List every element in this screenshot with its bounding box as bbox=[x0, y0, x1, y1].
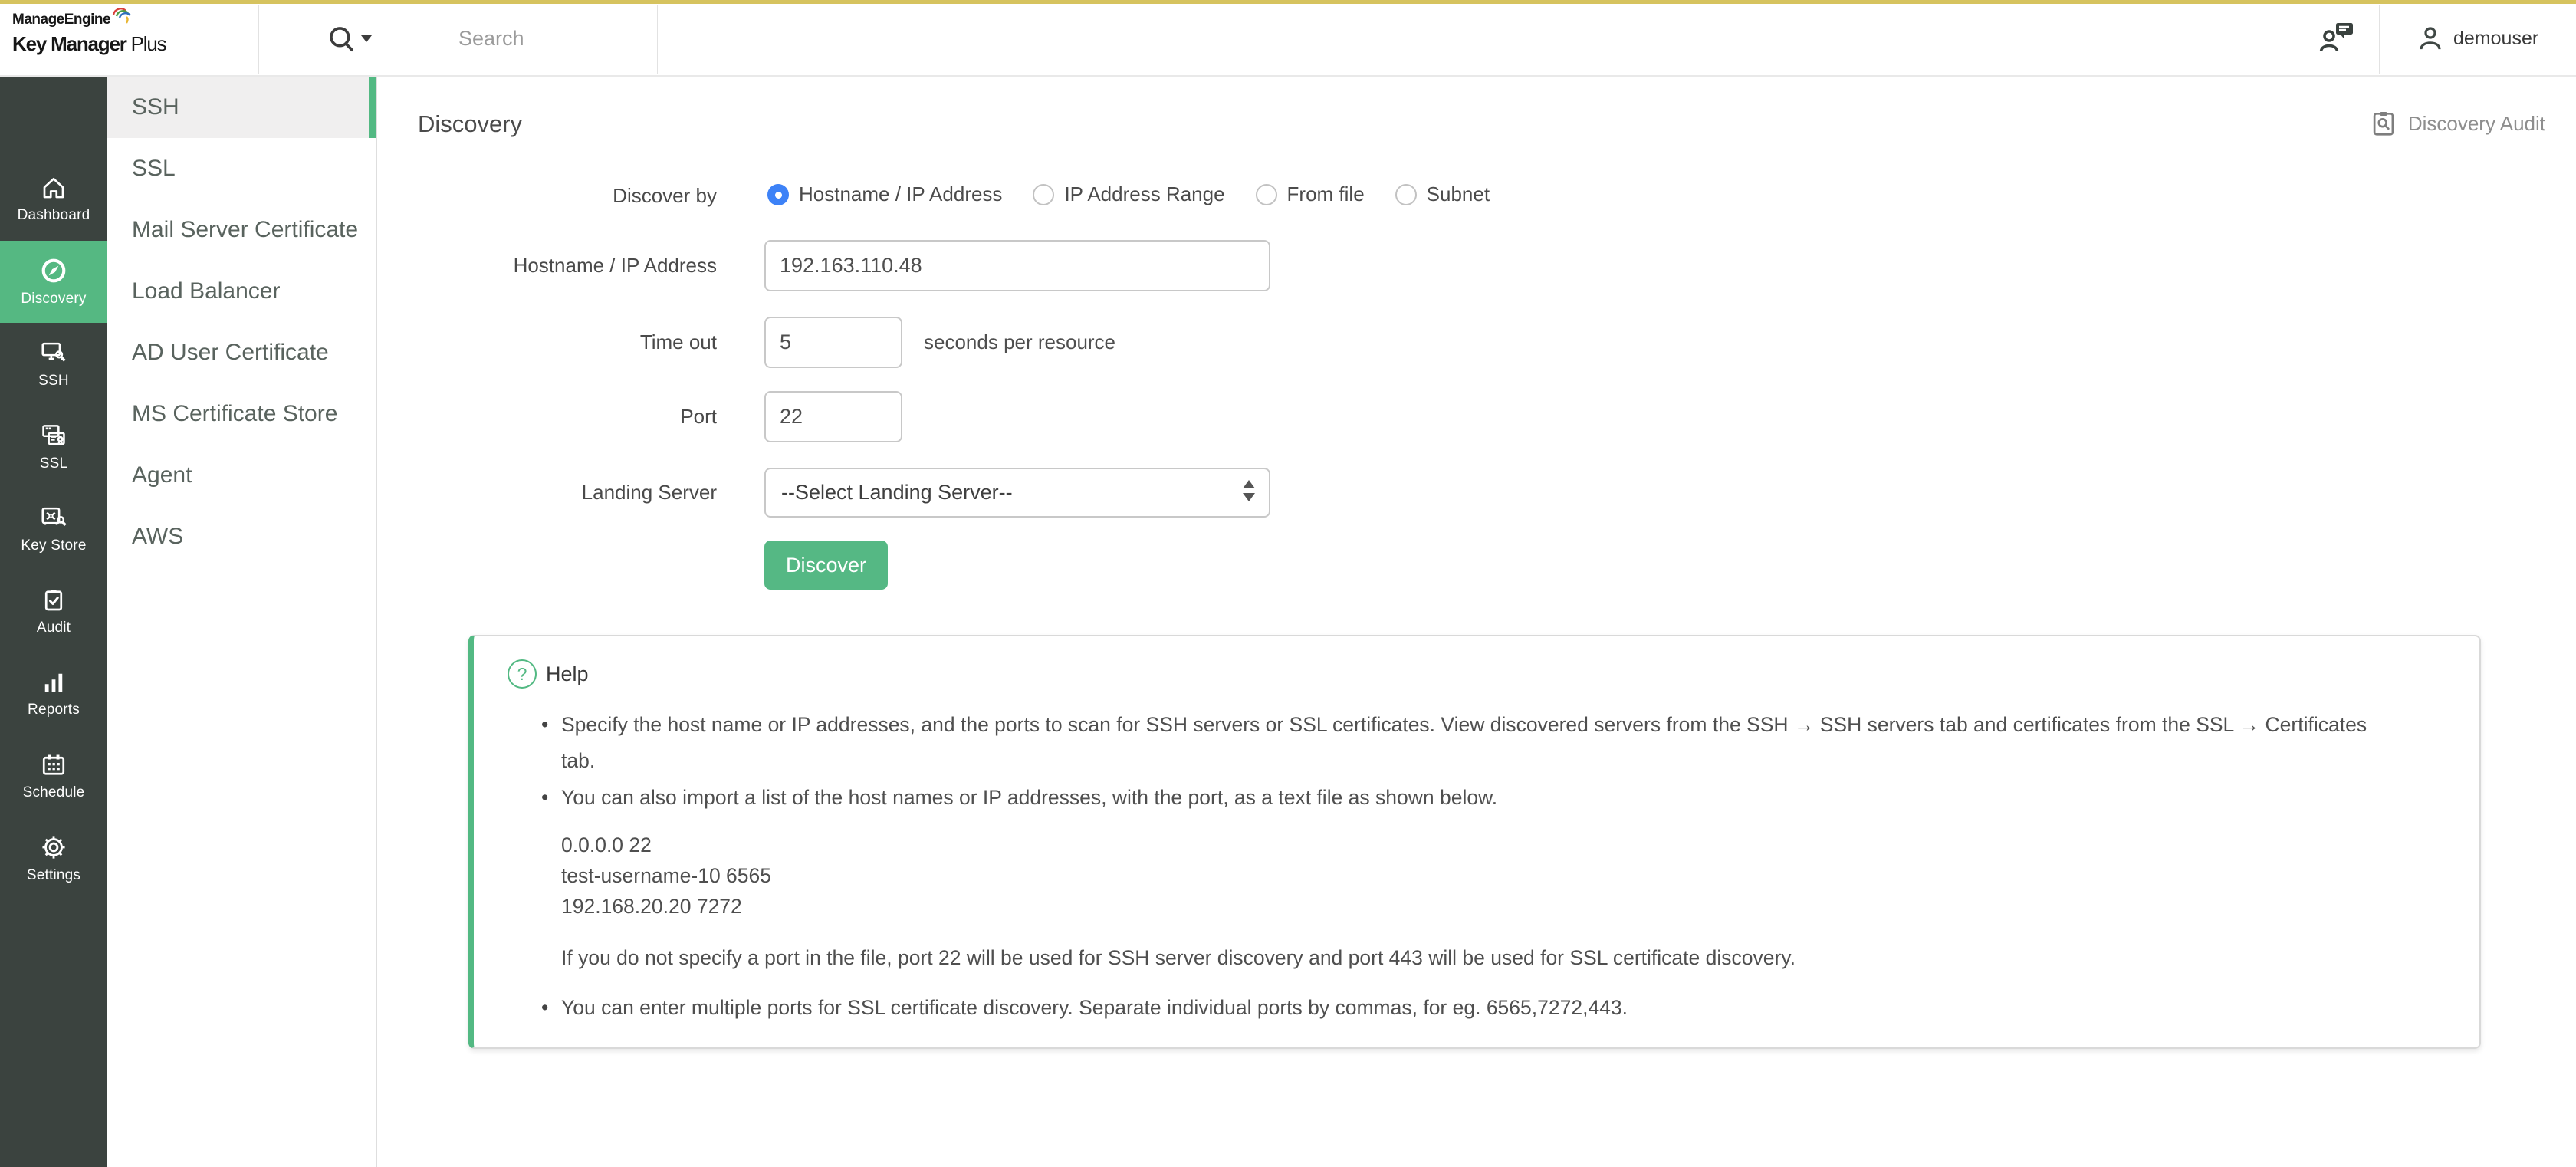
sidebar-item-reports[interactable]: Reports bbox=[0, 653, 107, 735]
home-icon bbox=[40, 174, 67, 202]
menu-item-aws[interactable]: AWS bbox=[132, 524, 184, 549]
hostname-input[interactable] bbox=[764, 240, 1270, 291]
menu-item-ssl[interactable]: SSL bbox=[132, 156, 176, 181]
username: demouser bbox=[2453, 27, 2539, 49]
radio-subnet[interactable]: Subnet bbox=[1395, 182, 1490, 206]
search-dropdown-caret-icon[interactable] bbox=[361, 35, 372, 42]
bar-chart-icon bbox=[40, 669, 67, 696]
page-title: Discovery bbox=[418, 110, 523, 137]
brand-logo[interactable] bbox=[12, 11, 166, 57]
question-circle-icon: ? bbox=[508, 659, 537, 689]
landing-server-label: Landing Server bbox=[581, 481, 717, 504]
radio-hostname-ip[interactable]: Hostname / IP Address bbox=[767, 182, 1002, 206]
sidebar-item-dashboard[interactable]: Dashboard bbox=[0, 158, 107, 240]
discover-by-radio-group bbox=[767, 182, 1490, 206]
brand-product-name: Key Manager Plus bbox=[12, 32, 166, 55]
secondary-menu bbox=[107, 77, 377, 1167]
menu-item-mail-server-certificate[interactable]: Mail Server Certificate bbox=[132, 217, 359, 242]
select-spinner-icon[interactable] bbox=[1243, 480, 1255, 501]
help-panel bbox=[468, 635, 2481, 1049]
user-menu[interactable] bbox=[2415, 0, 2538, 77]
menu-item-load-balancer[interactable]: Load Balancer bbox=[132, 278, 281, 304]
discover-by-label: Discover by bbox=[613, 184, 717, 207]
help-bullet: • You can also import a list of the host names or IP addresses, with the port, as a text file as shown below. bbox=[541, 780, 2381, 816]
user-icon bbox=[2415, 23, 2446, 54]
radio-selected-icon[interactable] bbox=[767, 184, 789, 205]
hostname-label: Hostname / IP Address bbox=[513, 254, 717, 277]
radio-from-file[interactable]: From file bbox=[1256, 182, 1365, 206]
clipboard-check-icon bbox=[40, 587, 67, 614]
sidebar-item-schedule[interactable]: Schedule bbox=[0, 735, 107, 817]
timeout-label: Time out bbox=[639, 330, 717, 353]
calendar-icon bbox=[40, 751, 67, 779]
header bbox=[0, 0, 2576, 77]
sidebar-item-key-store[interactable]: Key Store bbox=[0, 488, 107, 570]
menu-item-ssh[interactable]: SSH bbox=[107, 77, 376, 138]
radio-icon[interactable] bbox=[1256, 184, 1277, 205]
ssh-monitor-key-icon bbox=[39, 338, 68, 367]
safe-key-icon bbox=[39, 503, 68, 532]
primary-sidebar bbox=[0, 77, 107, 1167]
brand-line1: ManageEngine bbox=[12, 12, 111, 28]
help-title: Help bbox=[546, 662, 589, 685]
ssl-certificates-icon bbox=[39, 421, 68, 450]
header-divider bbox=[258, 5, 259, 74]
radio-icon[interactable] bbox=[1395, 184, 1417, 205]
help-note: If you do not specify a port in the file, port 22 will be used for SSH server discovery and port 443 will be used for SSL certificate discovery. bbox=[561, 946, 1796, 969]
header-divider bbox=[2379, 5, 2380, 74]
search-icon[interactable] bbox=[326, 23, 381, 54]
radio-ip-range[interactable]: IP Address Range bbox=[1033, 182, 1224, 206]
menu-item-ms-certificate-store[interactable]: MS Certificate Store bbox=[132, 401, 338, 426]
discovery-audit-link[interactable]: Discovery Audit bbox=[2369, 109, 2545, 138]
compass-icon bbox=[39, 256, 68, 285]
menu-item-agent[interactable]: Agent bbox=[132, 462, 192, 488]
help-code-sample: 0.0.0.0 22 test-username-10 6565 192.168.20.20 7272 bbox=[561, 833, 771, 918]
search-input[interactable] bbox=[458, 21, 665, 55]
menu-item-ad-user-certificate[interactable]: AD User Certificate bbox=[132, 340, 329, 365]
header-divider bbox=[657, 5, 658, 74]
sidebar-item-audit[interactable]: Audit bbox=[0, 570, 107, 653]
sidebar-item-discovery[interactable]: Discovery bbox=[0, 241, 107, 323]
top-accent-strip bbox=[0, 0, 2576, 4]
help-bullet: • Specify the host name or IP addresses, and the ports to scan for SSH servers or SSL certificates. View discovered servers from the SSH → SSH servers tab and certificates from the SSL → Certificates tab. bbox=[541, 707, 2381, 779]
sidebar-item-ssl[interactable]: SSL bbox=[0, 406, 107, 488]
timeout-input[interactable] bbox=[764, 317, 902, 368]
port-input[interactable] bbox=[764, 391, 902, 442]
help-bullet: • You can enter multiple ports for SSL certificate discovery. Separate individual ports by commas, for eg. 6565,7272,443. bbox=[541, 990, 2381, 1026]
radio-icon[interactable] bbox=[1033, 184, 1054, 205]
sidebar-item-settings[interactable]: Settings bbox=[0, 817, 107, 899]
landing-server-select[interactable]: --Select Landing Server-- bbox=[764, 468, 1270, 518]
manageengine-swirl-icon bbox=[111, 5, 131, 24]
port-label: Port bbox=[680, 405, 717, 428]
gear-icon bbox=[39, 833, 68, 862]
discover-button[interactable]: Discover bbox=[764, 541, 888, 590]
clipboard-magnifier-icon bbox=[2369, 109, 2398, 138]
sidebar-item-ssh[interactable]: SSH bbox=[0, 323, 107, 405]
timeout-suffix: seconds per resource bbox=[924, 330, 1116, 353]
feedback-icon[interactable] bbox=[2317, 18, 2357, 58]
